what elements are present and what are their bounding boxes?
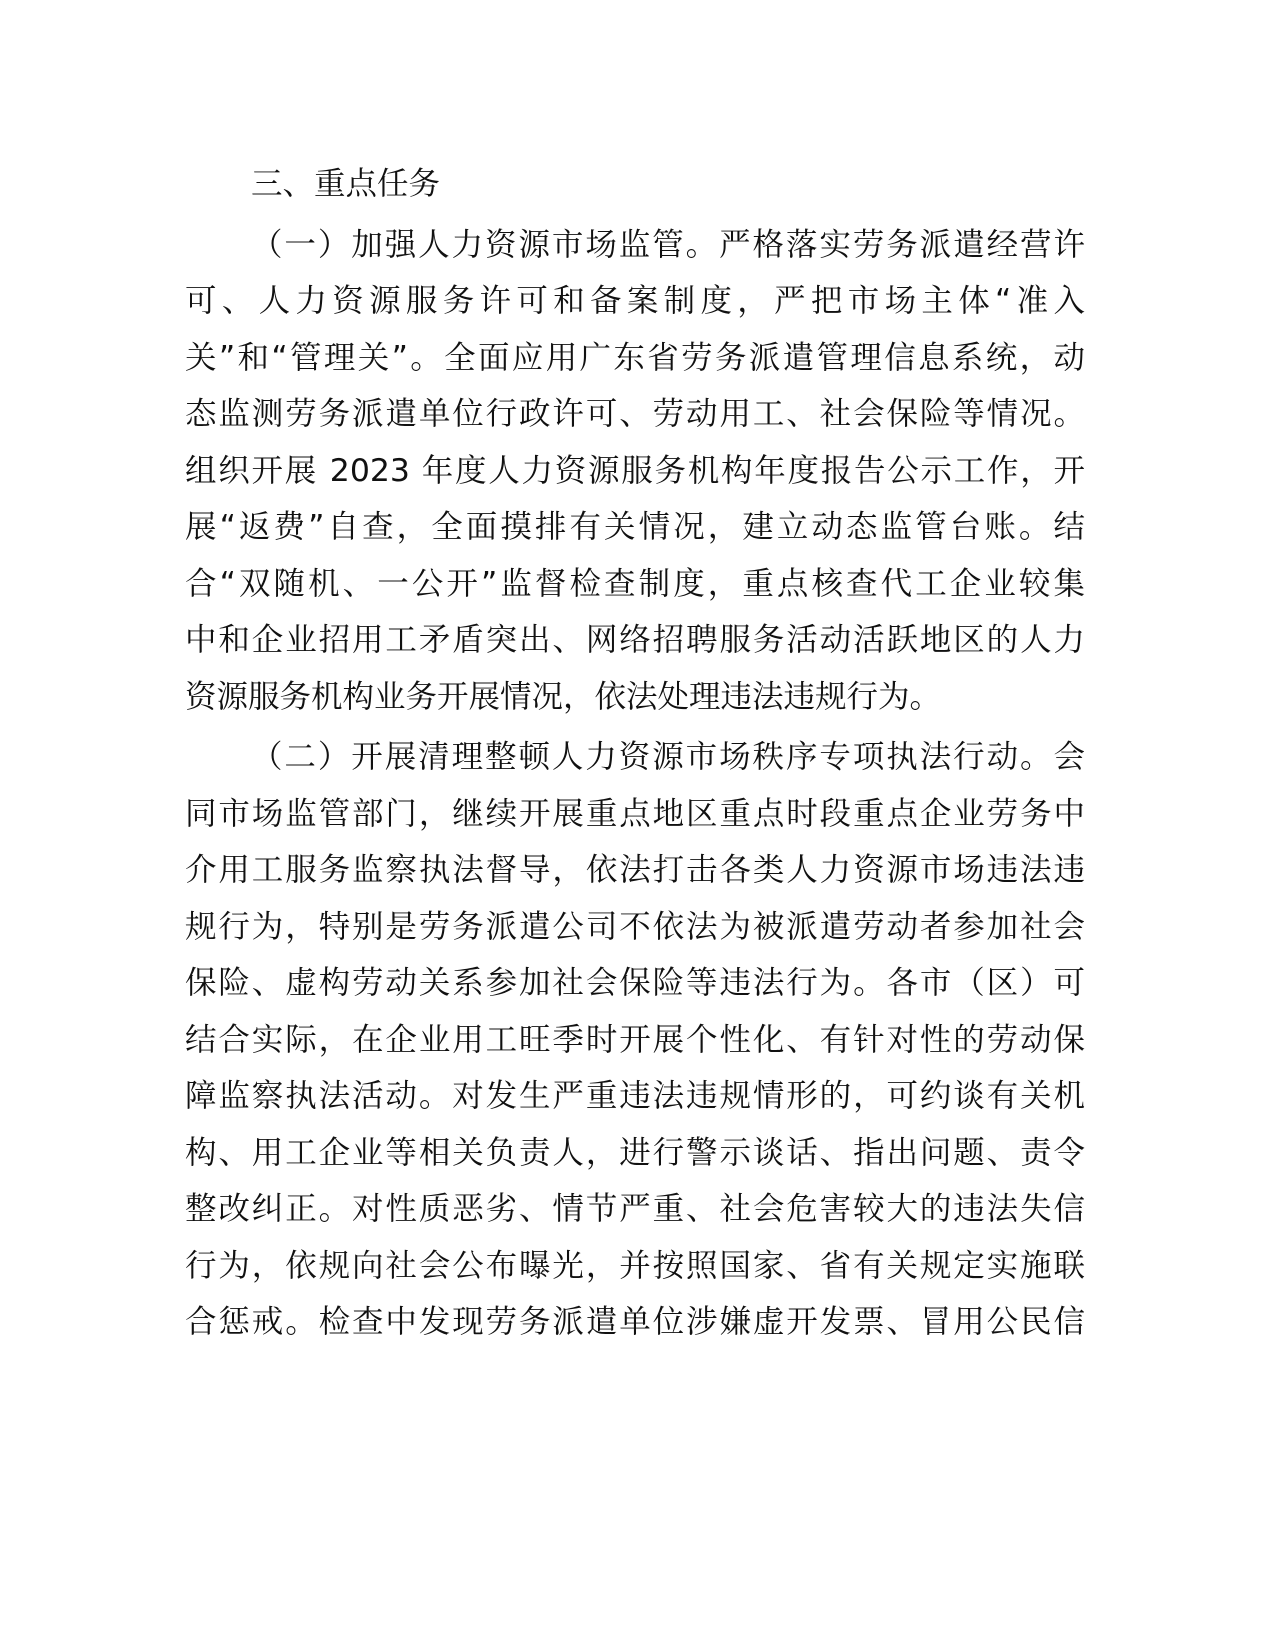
paragraph-line: 可、人力资源服务许可和备案制度，严把市场主体“准入 [185,283,1085,319]
paragraph-line: 资源服务机构业务开展情况，依法处理违法违规行为。 [185,678,942,715]
paragraph-1 [185,217,1085,726]
document-body [185,156,1085,1355]
paragraph-line: （二）开展清理整顿人力资源市场秩序专项执法行动。会 [251,739,1085,775]
paragraph-line: 同市场监管部门，继续开展重点地区重点时段重点企业劳务中 [185,795,1085,832]
paragraph-line: 保险、虚构劳动关系参加社会保险等违法行为。各市（区）可 [185,965,1085,1001]
paragraph-line: 介用工服务监察执法督导，依法打击各类人力资源市场违法违 [185,852,1085,888]
section-heading: 三、重点任务 [251,166,441,202]
paragraph-line: 规行为，特别是劳务派遣公司不依法为被派遣劳动者参加社会 [185,908,1085,945]
paragraph-line: （一）加强人力资源市场监管。严格落实劳务派遣经营许 [251,226,1085,263]
paragraph-2 [185,729,1085,1351]
paragraph-line: 整改纠正。对性质恶劣、情节严重、社会危害较大的违法失信 [185,1191,1085,1227]
paragraph-line: 构、用工企业等相关负责人，进行警示谈话、指出问题、责令 [185,1134,1085,1171]
paragraph-line: 合“双随机、一公开”监督检查制度，重点核查代工企业较集 [185,565,1085,602]
paragraph-line: 关”和“管理关”。全面应用广东省劳务派遣管理信息系统，动 [185,339,1085,376]
paragraph-line: 中和企业招用工矛盾突出、网络招聘服务活动活跃地区的人力 [185,622,1085,658]
paragraph-line: 合惩戒。检查中发现劳务派遣单位涉嫌虚开发票、冒用公民信 [185,1304,1085,1340]
paragraph-line: 结合实际，在企业用工旺季时开展个性化、有针对性的劳动保 [185,1021,1085,1058]
paragraph-line: 组织开展 2023 年度人力资源服务机构年度报告公示工作，开 [185,452,1085,489]
paragraph-line: 态监测劳务派遣单位行政许可、劳动用工、社会保险等情况。 [185,396,1085,432]
paragraph-line: 展“返费”自查，全面摸排有关情况，建立动态监管台账。结 [185,509,1085,545]
paragraph-line: 障监察执法活动。对发生严重违法违规情形的，可约谈有关机 [185,1078,1085,1114]
paragraph-line: 行为，依规向社会公布曝光，并按照国家、省有关规定实施联 [185,1247,1085,1284]
